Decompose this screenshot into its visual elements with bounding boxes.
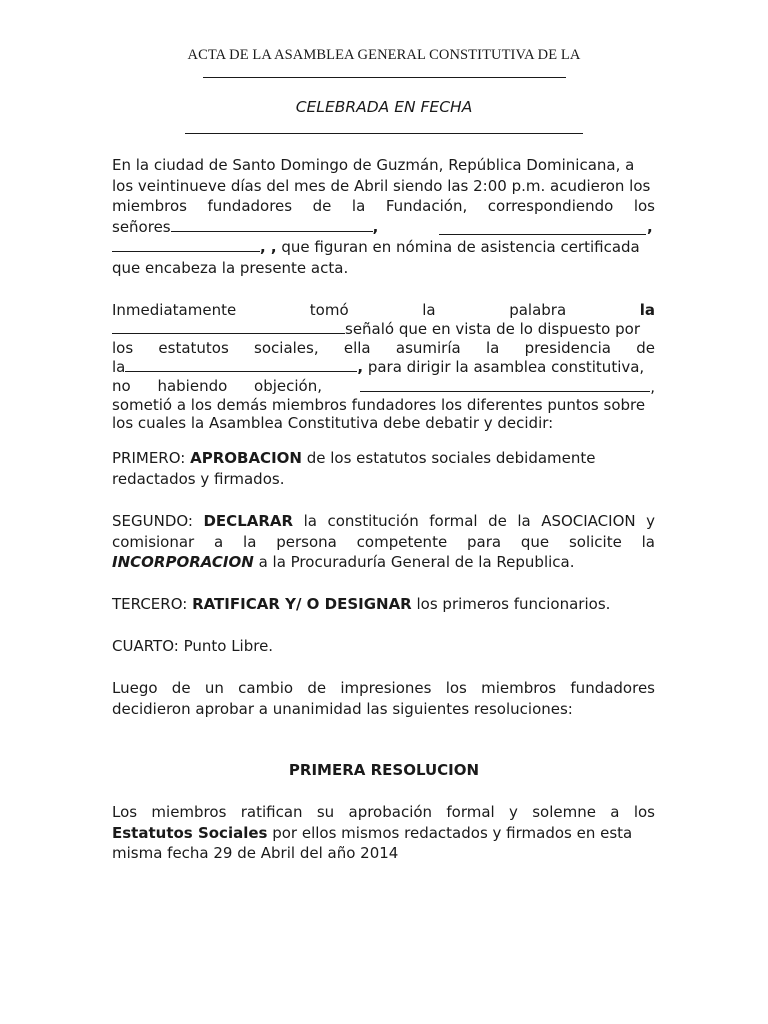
intro-line-1: En la ciudad de Santo Domingo de Guzmán, República Dominicana, a bbox=[112, 156, 635, 174]
second-line-7: los cuales la Asamblea Constitutiva debe debatir y decidir: bbox=[112, 414, 554, 433]
document-subtitle: CELEBRADA EN FECHA bbox=[295, 98, 473, 116]
intro-paragraph bbox=[112, 155, 655, 278]
second-line-5: no habiendo objeción, , bbox=[112, 376, 655, 396]
blank-field bbox=[439, 220, 646, 235]
luego-paragraph: Luego de un cambio de impresiones los miembros fundadores decidieron aprobar a unanimidad las siguientes resoluciones: bbox=[112, 679, 655, 718]
resolution-title: PRIMERA RESOLUCION bbox=[288, 761, 480, 779]
second-line-4: la , para dirigir la asamblea constitutiva, bbox=[112, 358, 645, 377]
intro-line-3: miembros fundadores de la Fundación, correspondiendo los bbox=[112, 197, 655, 215]
intro-line-5: , , que figuran en nómina de asistencia certificada bbox=[112, 237, 655, 258]
intro-line-6: que encabeza la presente acta. bbox=[112, 258, 349, 277]
point-cuarto: CUARTO: Punto Libre. bbox=[112, 637, 274, 655]
blank-field bbox=[112, 319, 345, 334]
second-line-6: sometió a los demás miembros fundadores los diferentes puntos sobre bbox=[112, 396, 646, 415]
intro-line-4: señores , , bbox=[112, 217, 653, 236]
intro-line-2: los veintinueve días del mes de Abril siendo las 2:00 p.m. acudieron los bbox=[112, 176, 651, 195]
second-line-1: Inmediatamente tomó la palabra la bbox=[112, 301, 655, 319]
second-paragraph bbox=[112, 301, 655, 433]
title-blank-line bbox=[203, 77, 566, 78]
second-line-2: señaló que en vista de lo dispuesto por bbox=[112, 319, 655, 338]
blank-field bbox=[360, 377, 650, 392]
point-primero: PRIMERO: APROBACION de los estatutos sociales debidamente redactados y firmados. bbox=[112, 449, 596, 488]
blank-field bbox=[125, 357, 357, 372]
date-blank-line bbox=[185, 133, 583, 134]
document-title: ACTA DE LA ASAMBLEA GENERAL CONSTITUTIVA DE LA bbox=[187, 47, 581, 63]
resolution-paragraph: Los miembros ratifican su aprobación formal y solemne a los Estatutos Sociales por ellos mismos redactados y firmados en esta misma fecha 29 de Abril del año 2014 bbox=[112, 803, 655, 862]
point-tercero: TERCERO: RATIFICAR Y/ O DESIGNAR los primeros funcionarios. bbox=[112, 595, 611, 613]
blank-field bbox=[171, 217, 373, 232]
point-segundo: SEGUNDO: DECLARAR la constitución formal de la ASOCIACION y comisionar a la persona competente para que solicite la INCORPORACION a la Procuraduría General de la Republica. bbox=[112, 512, 655, 571]
second-line-3: los estatutos sociales, ella asumiría la presidencia de bbox=[112, 338, 655, 357]
blank-field bbox=[112, 237, 260, 252]
